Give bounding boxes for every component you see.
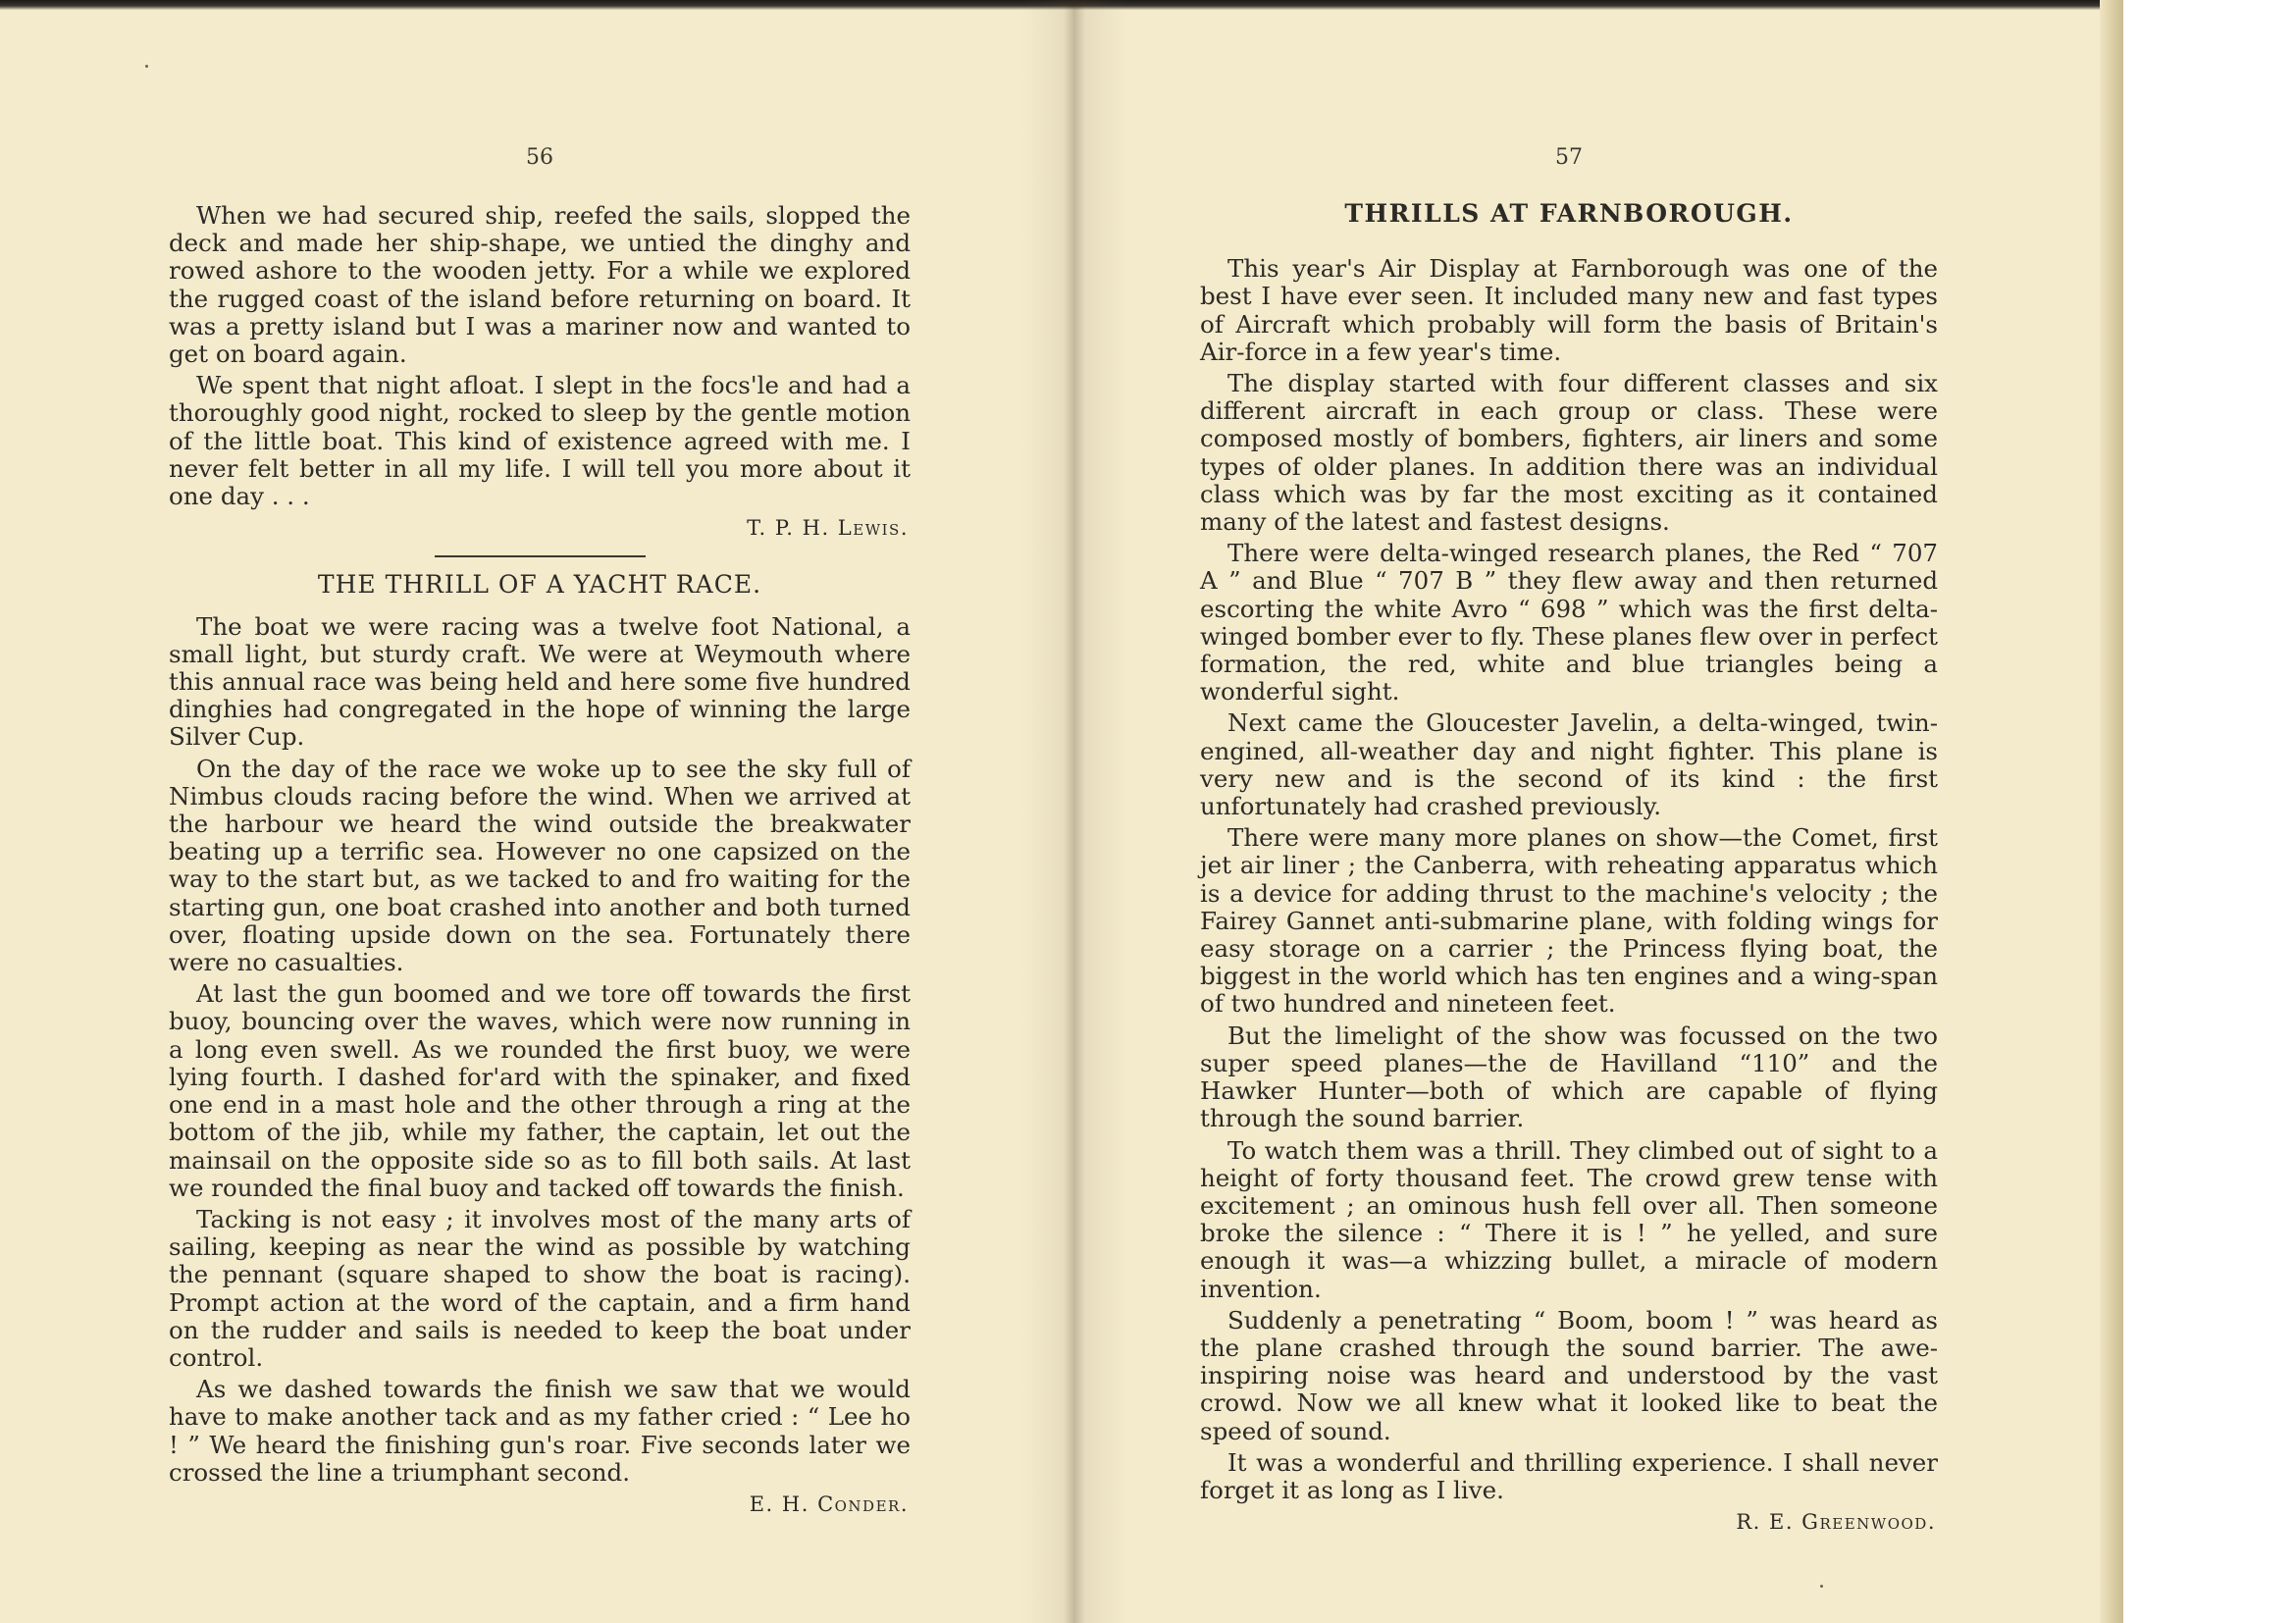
author-signature: T. P. H. Lewis.	[747, 516, 909, 541]
paragraph: To watch them was a thrill. They climbed out of sight to a height of forty thousand feet. The crowd grew tense with excitement ; an ominous hush fell over all. Then someone broke the silence : “ There it is ! ” he yelled, and sure enough it was—a whizzing bullet, a miracle of modern invention.	[1200, 1135, 1938, 1303]
paragraph: When we had secured ship, reefed the sails, slopped the deck and made her ship-shape, we untied the dinghy and rowed ashore to the wooden jetty. For a while we explored the rugged coast of the island before returning on board. It was a pretty island but I was a mariner now and wanted to get on board again.	[169, 201, 911, 369]
article-title: THE THRILL OF A YACHT RACE.	[317, 570, 762, 600]
paper-speck	[1820, 1585, 1823, 1588]
paragraph: We spent that night afloat. I slept in the focs'le and had a thoroughly good night, rocked to sleep by the gentle motion of the little boat. This kind of existence agreed with me. I never felt better in all my life. I will tell you more about it one day . . .	[169, 371, 911, 511]
left-page-body	[169, 202, 911, 1518]
paragraph: Tacking is not easy ; it involves most of the many arts of sailing, keeping as near the wind as possible by watching the pennant (square shaped to show the boat is racing). Prompt action at the word of the captain, and a firm hand on the rudder and sails is needed to keep the boat under control.	[169, 1204, 911, 1372]
page-number: 57	[1555, 145, 1583, 170]
paragraph: At last the gun boomed and we tore off towards the first buoy, bouncing over the waves, which were now running in a long even swell. As we rounded the first buoy, we were lying fourth. I dashed for'ard with the spinaker, and fixed one end in a mast hole and the other through a ring at the bottom of the jib, while my father, the captain, let out the mainsail on the opposite side so as to fill both sails. At last we rounded the final buoy and tacked off towards the finish.	[169, 979, 911, 1202]
paragraph: This year's Air Display at Farnborough was one of the best I have ever seen. It included many new and fast types of Aircraft which probably will form the basis of Britain's Air-force in a few year's time.	[1200, 254, 1938, 366]
paragraph: It was a wonderful and thrilling experience. I shall never forget it as long as I live.	[1200, 1447, 1938, 1504]
book-gutter	[1020, 0, 1128, 1623]
right-page-body	[1200, 200, 1938, 1536]
paragraph: As we dashed towards the finish we saw that we would have to make another tack and as my father cried : “ Lee ho ! ” We heard the finishing gun's roar. Five seconds later we crossed the line a triumphant second.	[169, 1375, 911, 1487]
page-edge	[2100, 0, 2123, 1623]
page-number: 56	[526, 145, 553, 170]
section-divider	[435, 555, 646, 557]
paper-speck	[145, 65, 148, 68]
paragraph: The boat we were racing was a twelve foot National, a small light, but sturdy craft. We were at Weymouth where this annual race was being held and here some five hundred dinghies had congregated in the hope of winning the large Silver Cup.	[169, 611, 911, 752]
paragraph: The display started with four different classes and six different aircraft in each group or class. These were composed mostly of bombers, fighters, air liners and some types of older planes. In addition there was an individual class which was by far the most exciting as it contained many of the latest and fastest designs.	[1200, 369, 1938, 537]
paragraph: Next came the Gloucester Javelin, a delta-winged, twin-engined, all-weather day and night fighter. This plane is very new and is the second of its kind : the first unfortunately had crashed previously.	[1200, 708, 1938, 821]
author-signature: R. E. Greenwood.	[1736, 1510, 1936, 1535]
paragraph: On the day of the race we woke up to see the sky full of Nimbus clouds racing before the wind. When we arrived at the harbour we heard the wind outside the breakwater beating up a terrific sea. However no one capsized on the way to the start but, as we tacked to and fro waiting for the starting gun, one boat crashed into another and both turned over, floating upside down on the sea. Fortunately there were no casualties.	[169, 754, 911, 977]
author-signature: E. H. Conder.	[749, 1492, 909, 1516]
paragraph: There were many more planes on show—the Comet, first jet air liner ; the Canberra, with reheating apparatus which is a device for adding thrust to the machine's velocity ; the Fairey Gannet anti-submarine plane, with folding wings for easy storage on a carrier ; the Princess flying boat, the biggest in the world which has ten engines and a wing-span of two hundred and nineteen feet.	[1200, 823, 1938, 1019]
paragraph: But the limelight of the show was focussed on the two super speed planes—the de Havilland “110” and the Hawker Hunter—both of which are capable of flying through the sound barrier.	[1200, 1021, 1938, 1133]
article-title: THRILLS AT FARNBOROUGH.	[1344, 199, 1794, 228]
paragraph: Suddenly a penetrating “ Boom, boom ! ” was heard as the plane crashed through the sound barrier. The awe-inspiring noise was heard and understood by the vast crowd. Now we all knew what it looked like to beat the speed of sound.	[1200, 1305, 1938, 1445]
paragraph: There were delta-winged research planes, the Red “ 707 A ” and Blue “ 707 B ” they flew away and then returned escorting the white Avro “ 698 ” which was the first delta-winged bomber ever to fly. These planes flew over in perfect formation, the red, white and blue triangles being a wonderful sight.	[1200, 539, 1938, 707]
